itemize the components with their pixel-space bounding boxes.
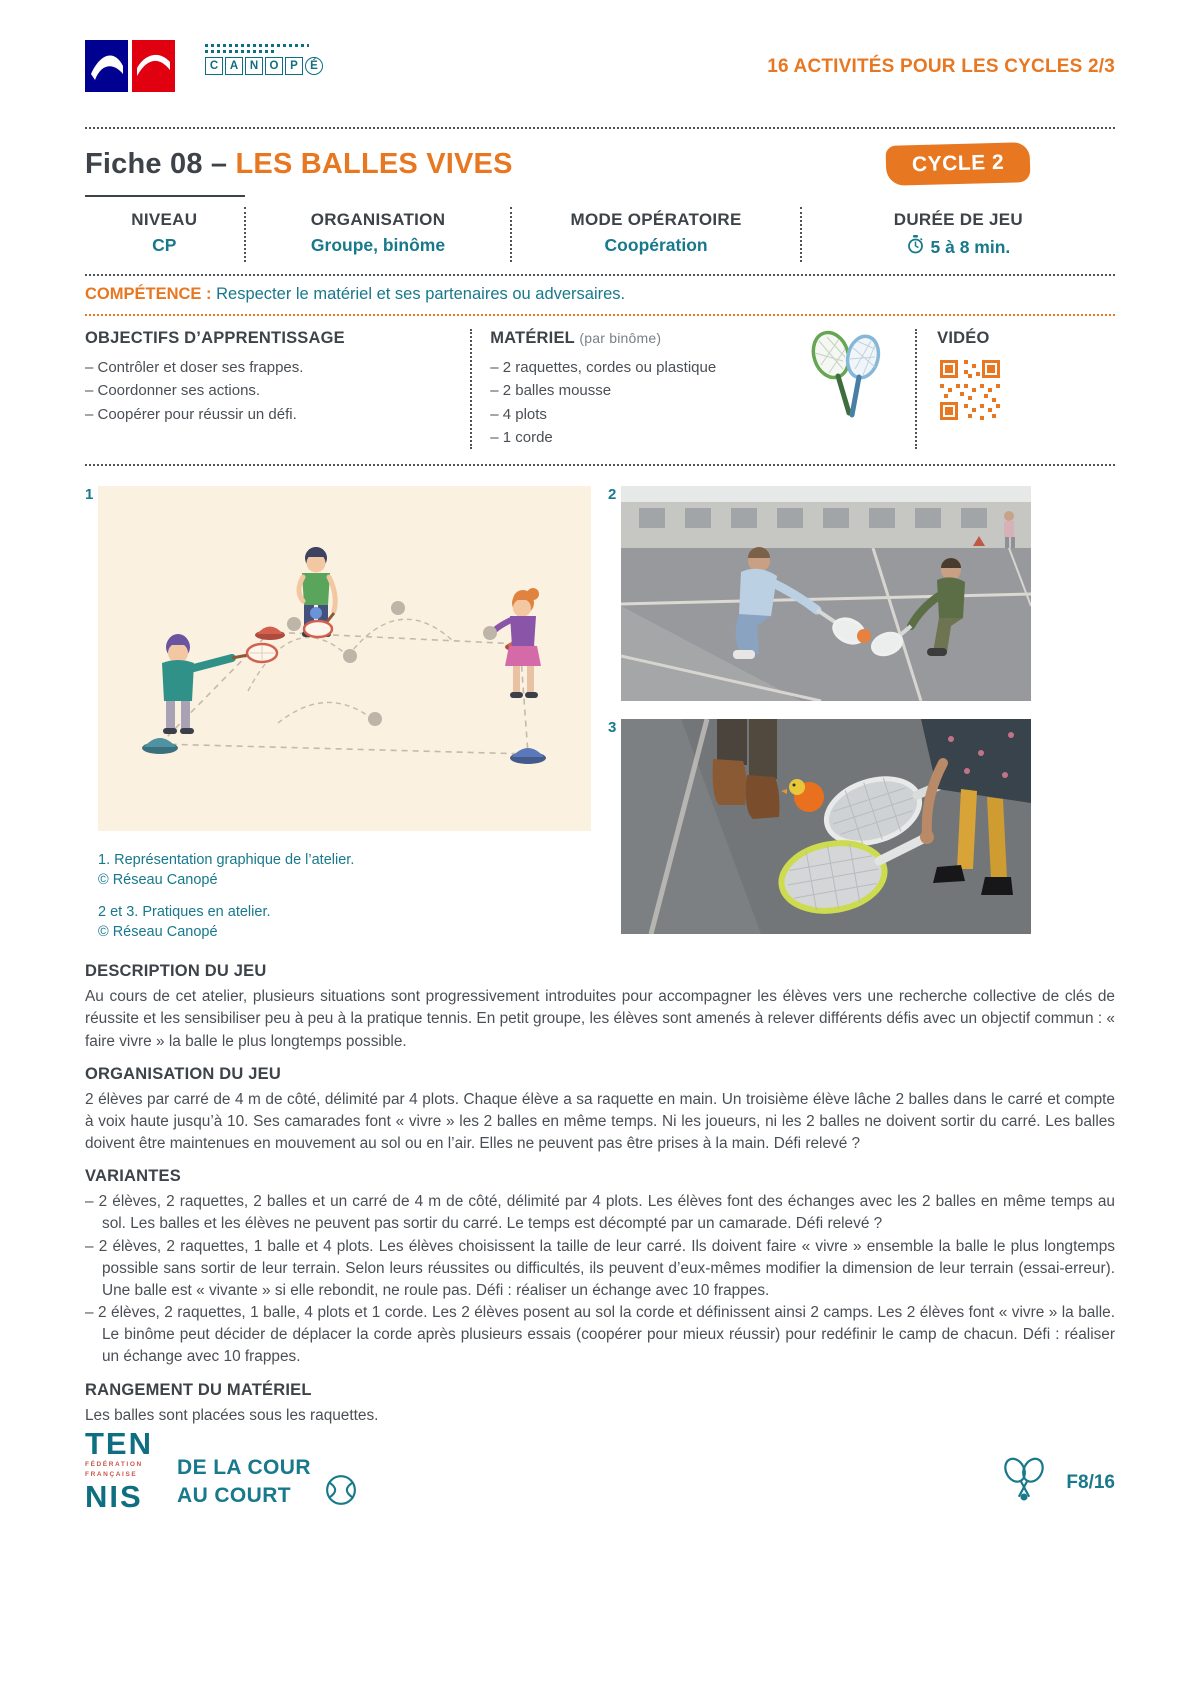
- tagline-line: DE LA COUR: [177, 1456, 311, 1479]
- info-duree: [800, 207, 1115, 262]
- info-organisation: [244, 207, 511, 262]
- info-niveau: [85, 207, 244, 262]
- figures-section: [85, 486, 1115, 942]
- info-row: [85, 197, 1115, 274]
- objectifs-materiel-video-row: [85, 316, 1115, 464]
- page-reference: F8/16: [1066, 1471, 1115, 1493]
- photo-2: [621, 486, 1031, 701]
- photo-3: [621, 719, 1031, 934]
- info-value: Groupe, binôme: [310, 235, 446, 255]
- video-title: VIDÉO: [937, 329, 990, 347]
- materiel-title-text: MATÉRIEL: [490, 329, 575, 347]
- figure-number: 2: [608, 486, 617, 503]
- materiel-title: [490, 329, 716, 348]
- variantes-title: VARIANTES: [85, 1167, 181, 1186]
- objectifs-title: OBJECTIFS D’APPRENTISSAGE: [85, 329, 345, 347]
- competence-text: Respecter le matériel et ses partenaires ou adversaires.: [216, 285, 626, 303]
- canope-letter: É: [305, 57, 323, 75]
- photos-column: [608, 486, 1031, 942]
- crossed-rackets-icon: [996, 1456, 1052, 1509]
- canope-hatch-line: [205, 50, 277, 53]
- canope-hatch-line: [205, 44, 309, 47]
- footer-left: [85, 1428, 357, 1512]
- cycle-badge: CYCLE 2: [885, 142, 1030, 186]
- footer: [85, 1428, 1115, 1512]
- republique-francaise-logo: [85, 40, 177, 97]
- fft-logo-bottom: NIS: [85, 1479, 143, 1514]
- figure-number: 3: [608, 719, 617, 736]
- header: [85, 0, 1115, 97]
- fft-logo-top: TEN: [85, 1426, 153, 1461]
- objectifs-list: [85, 356, 446, 426]
- canope-letter: P: [285, 57, 303, 75]
- page-title: [85, 148, 513, 181]
- tagline-text: [177, 1454, 311, 1511]
- materiel-text: [490, 329, 716, 449]
- video-block: [915, 329, 1115, 449]
- caption-1: [98, 851, 591, 890]
- variantes-list: [85, 1191, 1115, 1368]
- canope-letters: [205, 57, 323, 75]
- caption-text: 2 et 3. Pratiques en atelier.: [98, 904, 271, 921]
- fiche-number: Fiche 08 –: [85, 147, 236, 180]
- fft-logo-small: FRANÇAISE: [85, 1470, 138, 1478]
- canope-letter: N: [245, 57, 263, 75]
- figure-1-block: [85, 486, 591, 942]
- caption-2: [98, 903, 591, 942]
- organisation-text: 2 élèves par carré de 4 m de côté, délimité par 4 plots. Chaque élève a sa raquette en main. Un troisième élève lâche 2 balles dans le carré et compte à voix haute jusqu’à 10. Ses camarades font « vivre » les 2 balles en même temps. Ni les joueurs, ni les 2 balles ne doivent sortir du carré. Les balles doivent être maintenues en mouvement au sol ou en l’air. Elles ne peuvent pas être prises à la main. Défi relevé ?: [85, 1090, 1115, 1153]
- fiche-name: LES BALLES VIVES: [235, 147, 513, 180]
- fft-tennis-logo: [85, 1428, 153, 1512]
- dotted-divider: [85, 464, 1115, 466]
- materiel-block: [470, 329, 915, 449]
- tagline-line: AU COURT: [177, 1484, 292, 1508]
- tennis-ball-icon: [325, 1474, 357, 1511]
- objectifs-item: – Coordonner ses actions.: [85, 382, 261, 400]
- competence-label: COMPÉTENCE :: [85, 285, 212, 303]
- materiel-item: – 2 balles mousse: [490, 382, 612, 400]
- body-sections: [85, 962, 1115, 1427]
- duree-text: 5 à 8 min.: [930, 236, 1011, 257]
- illustration-figure: [98, 486, 591, 831]
- figure-3-block: [608, 719, 1031, 934]
- info-value: CP: [152, 235, 177, 255]
- caption-credit: © Réseau Canopé: [98, 923, 218, 940]
- variante-item: – 2 élèves, 2 raquettes, 2 balles et un carré de 4 m de côté, délimité par 4 plots. Les élèves font des échanges avec les 2 balles en même temps au sol. Les balles et les élèves ne peuvent pas sortir du carré. Le temps est décompté par un camarade. Défi relevé ?: [85, 1193, 1115, 1233]
- organisation-title: ORGANISATION DU JEU: [85, 1064, 282, 1083]
- description-text: Au cours de cet atelier, plusieurs situations sont progressivement introduites pour accompagner les élèves vers une recherche collective de clés de réussite et les sensibiliser peu à peu à la pratique tennis. En petit groupe, les élèves sont amenés à relever différents défis avec un objectif commun : « faire vivre » la balle le plus longtemps possible.: [85, 988, 1115, 1050]
- collection-title: 16 ACTIVITÉS POUR LES CYCLES 2/3: [767, 56, 1115, 77]
- canope-letter: O: [265, 57, 283, 75]
- variante-item: – 2 élèves, 2 raquettes, 1 balle et 4 plots. Les élèves choisissent la taille de leur carré. Ils doivent faire « vivre » ensemble la balle le plus longtemps possible sans sortir de leur terrain. Selon leurs réussites ou difficultés, ils peuvent d’eux-mêmes modifier la dimension de leur terrain (essai-erreur). Une balle est « vivante » si elle rebondit, ne roule pas. Défi : réaliser un échange avec 10 frappes.: [85, 1237, 1115, 1299]
- rangement-title: RANGEMENT DU MATÉRIEL: [85, 1380, 312, 1399]
- logo-group: [85, 40, 323, 97]
- rangement-text: Les balles sont placées sous les raquettes.: [85, 1406, 379, 1424]
- info-label: DURÉE DE JEU: [893, 210, 1023, 229]
- program-tagline: [177, 1454, 357, 1511]
- info-label: MODE OPÉRATOIRE: [570, 210, 742, 229]
- canope-letter: A: [225, 57, 243, 75]
- materiel-list: [490, 356, 716, 449]
- canope-letter: C: [205, 57, 223, 75]
- variante-item: – 2 élèves, 2 raquettes, 1 balle, 4 plots et 1 corde. Les 2 élèves posent au sol la corde et définissent ainsi 2 camps. Les 2 élèves font « vivre » la balle. Le binôme peut décider de déplacer la corde après plusieurs essais (coopérer pour mieux réussir) pour redéfinir le camp de chacun. Défi : réaliser un échange avec 10 frappes.: [85, 1304, 1115, 1366]
- materiel-item: – 1 corde: [490, 428, 553, 446]
- info-label: NIVEAU: [131, 210, 198, 229]
- materiel-item: – 2 raquettes, cordes ou plastique: [490, 359, 717, 376]
- info-value: Coopération: [604, 235, 708, 255]
- caption-credit: © Réseau Canopé: [98, 871, 218, 888]
- qr-code: [937, 357, 1115, 428]
- rackets-illustration: [797, 329, 897, 449]
- dotted-divider: [85, 127, 1115, 129]
- figure-number: 1: [85, 486, 94, 503]
- objectifs-item: – Coopérer pour réussir un défi.: [85, 405, 297, 423]
- materiel-item: – 4 plots: [490, 405, 547, 423]
- objectifs-block: [85, 329, 470, 449]
- objectifs-item: – Contrôler et doser ses frappes.: [85, 359, 304, 376]
- competence-row: [85, 276, 1115, 314]
- figure-2-block: [608, 486, 1031, 701]
- figure-captions: [98, 851, 591, 942]
- info-label: ORGANISATION: [310, 210, 446, 229]
- materiel-subtitle: (par binôme): [579, 330, 662, 346]
- caption-text: 1. Représentation graphique de l’atelier.: [98, 852, 355, 868]
- info-value: [808, 235, 1109, 259]
- footer-right: [996, 1456, 1115, 1509]
- title-row: [85, 144, 1115, 184]
- fft-logo-small: FÉDÉRATION: [85, 1461, 143, 1468]
- description-title: DESCRIPTION DU JEU: [85, 962, 267, 981]
- stopwatch-icon: [907, 235, 924, 259]
- canope-logo: [205, 44, 323, 75]
- info-mode-operatoire: [510, 207, 799, 262]
